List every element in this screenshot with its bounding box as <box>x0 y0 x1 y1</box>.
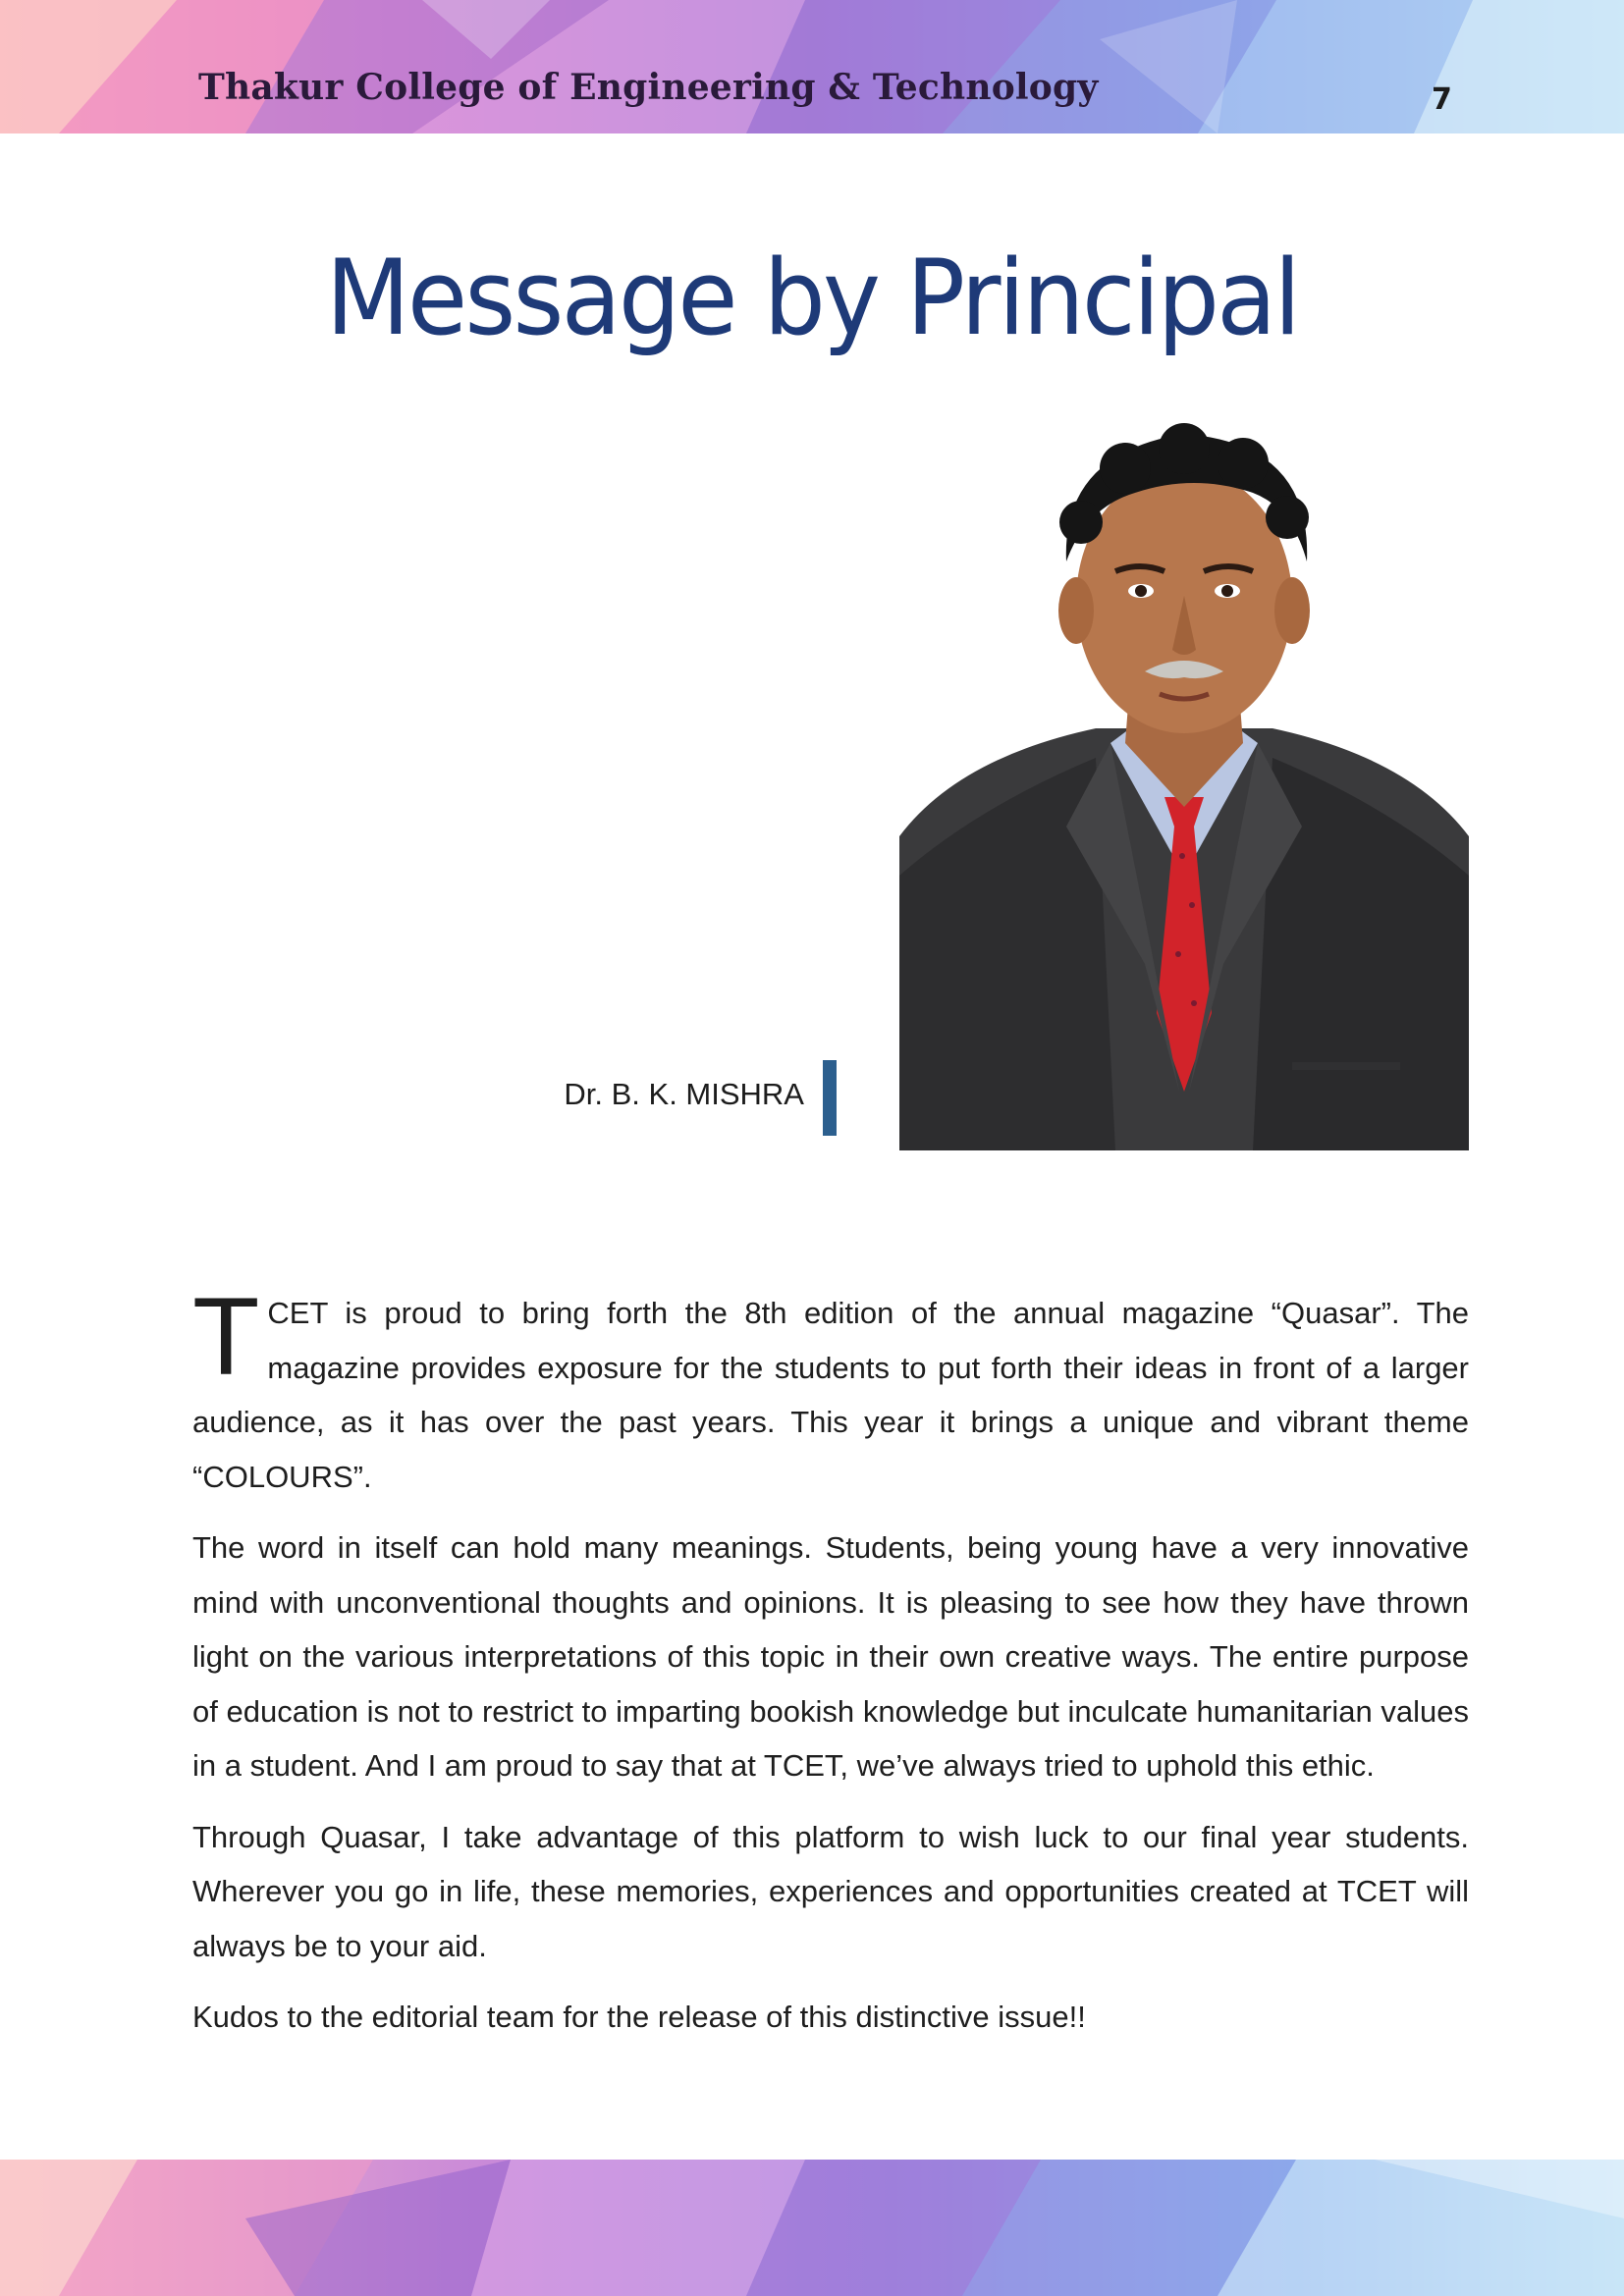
message-paragraph-2: The word in itself can hold many meanings. Students, being young have a very innovative mind with unconventional thoughts and opinions. It is pleasing to see how they have thrown light on the various interpretations of this topic in their own creative ways. The entire purpose of education is not to restrict to imparting bookish knowledge but inculcate humanitarian values in a student. And I am proud to say that at TCET, we’ve always tried to uphold this ethic. <box>192 1530 1469 1783</box>
paragraph-1-text: CET is proud to bring forth the 8th edition of the annual magazine “Quasar”. The magazine provides exposure for the students to put forth their ideas in front of a larger audience, as it has over the past years. This year it brings a unique and vibrant theme “COLOURS”. <box>192 1296 1469 1494</box>
bottom-banner <box>0 2160 1624 2296</box>
drop-cap: T <box>192 1275 260 1398</box>
principal-name-caption: Dr. B. K. MISHRA <box>564 1077 804 1111</box>
footer-background-art <box>0 2160 1624 2296</box>
page-number: 7 <box>1432 82 1452 117</box>
message-paragraph-4: Kudos to the editorial team for the release of this distinctive issue!! <box>192 2000 1086 2034</box>
caption-accent-bar <box>823 1060 837 1136</box>
message-paragraph-3: Through Quasar, I take advantage of this platform to wish luck to our final year students. Wherever you go in life, these memories, experiences and opportunities created at TCET will always be to your aid. <box>192 1819 1469 1963</box>
college-name: Thakur College of Engineering & Technology <box>198 67 1099 108</box>
message-body <box>192 1275 1469 2061</box>
principal-photo <box>899 414 1469 1150</box>
message-paragraph-1 <box>192 1275 1469 1504</box>
page-title: Message by Principal <box>325 238 1299 358</box>
